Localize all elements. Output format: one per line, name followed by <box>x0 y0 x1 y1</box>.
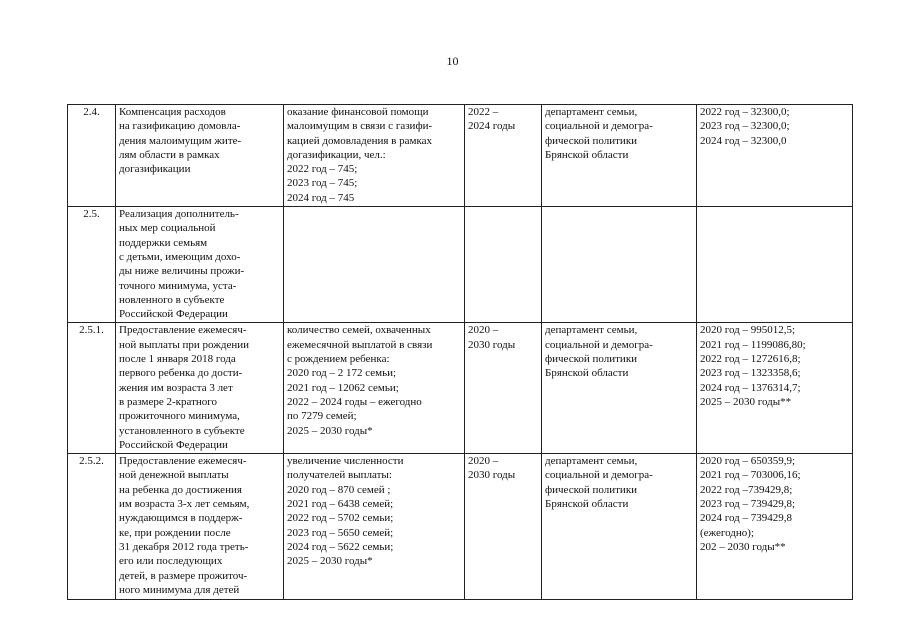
executor-cell <box>542 105 697 207</box>
cell-line: по 7279 семей; <box>287 410 357 423</box>
cell-line: ной денежной выплаты <box>119 469 229 482</box>
row-number: 2.5.1. <box>68 323 116 454</box>
cell-line: 2023 год – 745; <box>287 177 358 190</box>
cell-line: в размере 2-кратного <box>119 395 218 408</box>
cell-line: 2020 – <box>468 324 499 337</box>
cell-line: 2020 – <box>468 455 499 468</box>
cell-line: 2021 год – 703006,16; <box>700 469 801 482</box>
indicator-cell <box>284 105 465 207</box>
indicator-cell <box>284 207 465 323</box>
executor-cell <box>542 454 697 600</box>
cell-line: Предоставление ежемесяч- <box>119 324 247 337</box>
table-row <box>68 105 853 207</box>
cell-line: департамент семьи, <box>545 106 638 118</box>
cell-line: фической политики <box>545 483 638 496</box>
cell-line: 2022 – <box>468 106 499 118</box>
period-cell <box>465 207 542 323</box>
cell-line: 2020 год – 870 семей ; <box>287 483 391 496</box>
cell-line: Компенсация расходов <box>119 106 226 118</box>
cell-line: дения малоимущим жите- <box>119 134 242 147</box>
cell-line: ного минимума для детей <box>119 583 240 596</box>
cell-line: 2025 – 2030 годы* <box>287 424 373 437</box>
cell-line: 2020 год – 650359,9; <box>700 455 796 468</box>
cell-line: 2021 год – 6438 семей; <box>287 498 394 511</box>
cell-line: малоимущим в связи с газифи- <box>287 120 433 133</box>
cell-line: 2022 год – 32300,0; <box>700 106 790 118</box>
table-row <box>68 207 853 323</box>
executor-cell <box>542 323 697 454</box>
cell-line: ных мер социальной <box>119 222 216 235</box>
table-body <box>68 105 853 600</box>
page-number: 10 <box>446 54 459 68</box>
cell-line: департамент семьи, <box>545 455 638 468</box>
cell-line: первого ребенка до дости- <box>119 367 243 380</box>
period-cell <box>465 323 542 454</box>
cell-line: 2023 год – 5650 семей; <box>287 526 394 539</box>
cell-line: Российской Федерации <box>119 438 228 451</box>
row-number: 2.5. <box>68 207 116 323</box>
cell-line: социальной и демогра- <box>545 469 653 482</box>
cell-line: догазификации <box>119 163 191 176</box>
funding-cell <box>697 323 853 454</box>
row-number: 2.4. <box>68 105 116 207</box>
table-row <box>68 323 853 454</box>
cell-line: 2022 год – 745; <box>287 163 358 176</box>
cell-line: количество семей, охваченных <box>287 324 431 337</box>
indicator-cell <box>284 323 465 454</box>
cell-line: Брянской области <box>545 498 629 511</box>
cell-line: 2024 год – 739429,8 <box>700 512 793 525</box>
measure-name-cell <box>116 105 284 207</box>
cell-line: нуждающимся в поддерж- <box>119 512 243 525</box>
funding-cell <box>697 207 853 323</box>
cell-line: установленного в субъекте <box>119 424 245 437</box>
cell-line: социальной и демогра- <box>545 120 653 133</box>
cell-line: 2022 год – 1272616,8; <box>700 353 801 366</box>
cell-line: на ребенка до достижения <box>119 483 242 496</box>
measure-name-cell <box>116 454 284 600</box>
cell-line: 2024 год – 32300,0 <box>700 134 787 147</box>
cell-line: 2023 год – 1323358,6; <box>700 367 801 380</box>
cell-line: Брянской области <box>545 367 629 380</box>
period-cell <box>465 454 542 600</box>
cell-line: 2022 – 2024 годы – ежегодно <box>287 395 422 408</box>
cell-line: Предоставление ежемесяч- <box>119 455 247 468</box>
cell-line: Брянской области <box>545 148 629 161</box>
cell-line: им возраста 3-х лет семьям, <box>119 498 250 511</box>
cell-line: 2022 год –739429,8; <box>700 483 793 496</box>
cell-line: 2024 год – 1376314,7; <box>700 381 801 394</box>
cell-line: (ежегодно); <box>700 526 755 539</box>
cell-line: 2020 год – 995012,5; <box>700 324 796 337</box>
indicator-cell <box>284 454 465 600</box>
cell-line: 2021 год – 1199086,80; <box>700 338 806 351</box>
cell-line: оказание финансовой помощи <box>287 106 429 118</box>
cell-line: с детьми, имеющим дохо- <box>119 250 241 263</box>
cell-line: 2024 годы <box>468 120 516 133</box>
cell-line: кацией домовладения в рамках <box>287 134 433 147</box>
program-table <box>67 104 853 600</box>
cell-line: 2030 годы <box>468 469 516 482</box>
cell-line: точного минимума, уста- <box>119 279 237 292</box>
cell-line: с рождением ребенка: <box>287 353 390 366</box>
cell-line: догазификации, чел.: <box>287 148 386 161</box>
cell-line: лям области в рамках <box>119 148 220 161</box>
cell-line: 2023 год – 32300,0; <box>700 120 790 133</box>
cell-line: ной выплаты при рождении <box>119 338 250 351</box>
cell-line: 2025 – 2030 годы** <box>700 395 792 408</box>
cell-line: на газификацию домовла- <box>119 120 241 133</box>
funding-cell <box>697 454 853 600</box>
cell-line: его или последующих <box>119 555 223 568</box>
cell-line: 202 – 2030 годы** <box>700 540 786 553</box>
period-cell <box>465 105 542 207</box>
cell-line: детей, в размере прожиточ- <box>119 569 248 582</box>
cell-line: 31 декабря 2012 года треть- <box>119 540 249 553</box>
cell-line: Российской Федерации <box>119 308 228 321</box>
cell-line: 2023 год – 739429,8; <box>700 498 796 511</box>
cell-line: 2025 – 2030 годы* <box>287 555 373 568</box>
cell-line: фической политики <box>545 134 638 147</box>
cell-line: поддержки семьям <box>119 236 208 249</box>
cell-line: социальной и демогра- <box>545 338 653 351</box>
cell-line: ды ниже величины прожи- <box>119 265 245 278</box>
cell-line: 2030 годы <box>468 338 516 351</box>
row-number: 2.5.2. <box>68 454 116 600</box>
cell-line: департамент семьи, <box>545 324 638 337</box>
cell-line: после 1 января 2018 года <box>119 353 236 366</box>
cell-line: 2024 год – 5622 семьи; <box>287 540 394 553</box>
cell-line: 2020 год – 2 172 семьи; <box>287 367 397 380</box>
cell-line: ежемесячной выплатой в связи <box>287 338 433 351</box>
cell-line: Реализация дополнитель- <box>119 208 239 221</box>
cell-line: фической политики <box>545 353 638 366</box>
cell-line: 2024 год – 745 <box>287 191 355 204</box>
cell-line: увеличение численности <box>287 455 404 468</box>
funding-cell <box>697 105 853 207</box>
cell-line: жения им возраста 3 лет <box>119 381 233 394</box>
measure-name-cell <box>116 207 284 323</box>
measure-name-cell <box>116 323 284 454</box>
cell-line: получателей выплаты: <box>287 469 392 482</box>
table-row <box>68 454 853 600</box>
cell-line: прожиточного минимума, <box>119 410 240 423</box>
cell-line: ке, при рождении после <box>119 526 231 539</box>
cell-line: новленного в субъекте <box>119 293 225 306</box>
cell-line: 2021 год – 12062 семьи; <box>287 381 399 394</box>
executor-cell <box>542 207 697 323</box>
cell-line: 2022 год – 5702 семьи; <box>287 512 394 525</box>
